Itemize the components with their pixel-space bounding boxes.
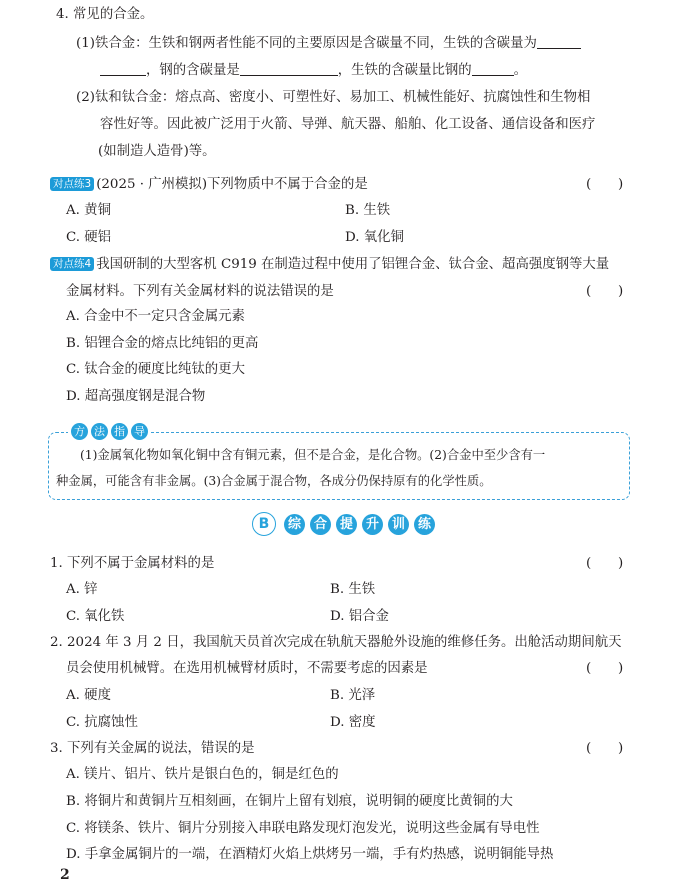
- option-c[interactable]: C. 硬铝: [66, 230, 112, 245]
- page-number: 2: [60, 867, 70, 883]
- option-c[interactable]: C. 钛合金的硬度比纯钛的更大: [66, 362, 245, 377]
- option-b[interactable]: B. 生铁: [330, 582, 376, 597]
- paragraph-titanium: (2)钛和钛合金：熔点高、密度小、可塑性好、易加工、机械性能好、抗腐蚀性和生物相: [76, 90, 591, 105]
- option-b[interactable]: B. 光泽: [330, 688, 376, 703]
- practice-tag: 对点练4: [50, 257, 94, 271]
- section-badge: B: [252, 512, 276, 536]
- heading-char: 练: [414, 514, 435, 535]
- option-d[interactable]: D. 超高强度钢是混合物: [66, 389, 206, 404]
- heading-char: 合: [310, 514, 331, 535]
- question-stem-cont: 金属材料。下列有关金属材料的说法错误的是: [66, 284, 334, 299]
- method-guide-text: (1)金属氧化物如氧化铜中含有铜元素，但不是合金，是化合物。(2)合金中至少含有一: [80, 448, 546, 462]
- title-char: 导: [131, 423, 148, 440]
- option-c[interactable]: C. 将镁条、铁片、铜片分别接入串联电路发现灯泡发光，说明这些金属有导电性: [66, 821, 540, 836]
- answer-blank[interactable]: [472, 62, 514, 76]
- option-d[interactable]: D. 手拿金属铜片的一端，在酒精灯火焰上烘烤另一端，手有灼热感，说明铜能导热: [66, 847, 554, 862]
- question-practice-3: [50, 176, 368, 194]
- answer-blank[interactable]: [537, 35, 581, 49]
- answer-blank[interactable]: [240, 62, 338, 76]
- paragraph-titanium-cont: 容性好等。因此被广泛用于火箭、导弹、航天器、船舶、化工设备、通信设备和医疗: [100, 117, 596, 132]
- question-practice-4: [50, 256, 609, 274]
- title-char: 法: [91, 423, 108, 440]
- option-a[interactable]: A. 锌: [66, 582, 98, 597]
- option-a[interactable]: A. 黄铜: [66, 203, 111, 218]
- title-char: 方: [71, 423, 88, 440]
- option-c[interactable]: C. 抗腐蚀性: [66, 715, 138, 730]
- title-char: 指: [111, 423, 128, 440]
- option-d[interactable]: D. 铝合金: [330, 609, 389, 624]
- paragraph-text: ，钢的含碳量是: [146, 63, 240, 78]
- heading-char: 训: [388, 514, 409, 535]
- option-c[interactable]: C. 氧化铁: [66, 609, 125, 624]
- paragraph-text: 。: [513, 63, 528, 78]
- option-a[interactable]: A. 硬度: [66, 688, 111, 703]
- paragraph-iron-alloy: [76, 35, 581, 53]
- heading-char: 升: [362, 514, 383, 535]
- paragraph-titanium-cont: (如制造人造骨)等。: [98, 144, 216, 159]
- question-2-stem-cont: 员会使用机械臂。在选用机械臂材质时，不需要考虑的因素是: [66, 661, 428, 676]
- answer-paren[interactable]: ( ): [586, 284, 624, 299]
- option-d[interactable]: D. 密度: [330, 715, 376, 730]
- paragraph-iron-alloy-cont: [100, 62, 527, 80]
- question-2-stem: 2. 2024 年 3 月 2 日，我国航天员首次完成在轨航天器舱外设施的维修任务。出舱活动期间航天: [50, 635, 622, 650]
- paragraph-text: (1)铁合金：生铁和钢两者性能不同的主要原因是含碳量不同，生铁的含碳量为: [76, 36, 537, 51]
- question-stem: 我国研制的大型客机 C919 在制造过程中使用了铝锂合金、钛合金、超高强度钢等大量: [96, 257, 610, 272]
- answer-paren[interactable]: ( ): [586, 556, 624, 571]
- method-guide-title: [68, 423, 151, 440]
- answer-paren[interactable]: ( ): [586, 661, 624, 676]
- option-b[interactable]: B. 将铜片和黄铜片互相刻画，在铜片上留有划痕，说明铜的硬度比黄铜的大: [66, 794, 513, 809]
- method-guide-text: 种金属，可能含有非金属。(3)合金属于混合物，各成分仍保持原有的化学性质。: [56, 474, 492, 488]
- heading-char: 提: [336, 514, 357, 535]
- answer-paren[interactable]: ( ): [586, 741, 624, 756]
- option-b[interactable]: B. 铝锂合金的熔点比纯铝的更高: [66, 336, 259, 351]
- section-heading: 4. 常见的合金。: [56, 7, 154, 22]
- question-stem: (2025 · 广州模拟)下列物质中不属于合金的是: [96, 177, 368, 192]
- heading-char: 综: [284, 514, 305, 535]
- option-b[interactable]: B. 生铁: [345, 203, 391, 218]
- section-b-heading: [252, 512, 435, 536]
- question-3-stem: 3. 下列有关金属的说法，错误的是: [50, 741, 255, 756]
- answer-paren[interactable]: ( ): [586, 177, 624, 192]
- option-a[interactable]: A. 镁片、铝片、铁片是银白色的，铜是红色的: [66, 767, 339, 782]
- option-a[interactable]: A. 合金中不一定只含金属元素: [66, 309, 245, 324]
- paragraph-text: ，生铁的含碳量比钢的: [337, 63, 472, 78]
- option-d[interactable]: D. 氧化铜: [345, 230, 404, 245]
- answer-blank[interactable]: [100, 62, 146, 76]
- practice-tag: 对点练3: [50, 177, 94, 191]
- question-1-stem: 1. 下列不属于金属材料的是: [50, 556, 215, 571]
